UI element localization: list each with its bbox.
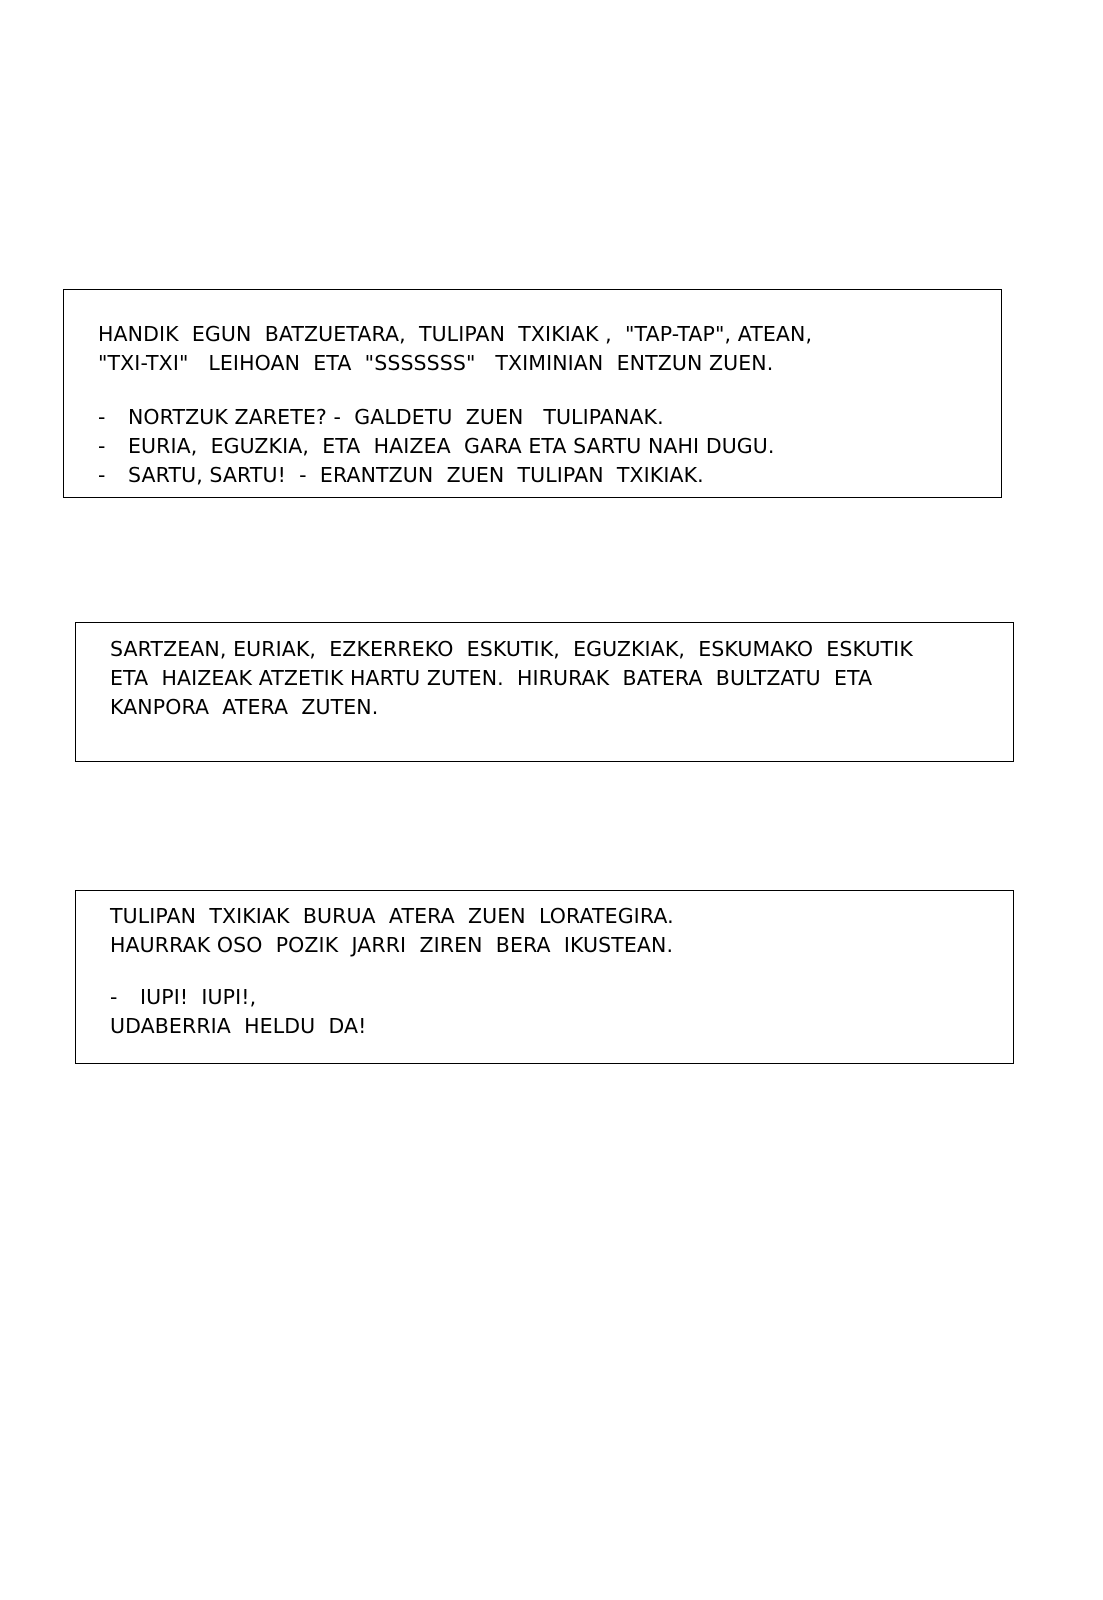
dash-mark: - (98, 434, 106, 458)
box2-line-1: SARTZEAN, EURIAK, EZKERREKO ESKUTIK, EGUZKIAK, ESKUMAKO ESKUTIK (110, 637, 913, 661)
text-box-3 (75, 890, 1014, 1064)
dialogue-text: IUPI! IUPI!, (140, 985, 257, 1009)
box1-dialogue-3 (98, 460, 704, 490)
box1-line-2: "TXI-TXI" LEIHOAN ETA "SSSSSSS" TXIMINIAN ENTZUN ZUEN. (98, 351, 774, 375)
dash-mark: - (110, 985, 118, 1009)
box2-line-2: ETA HAIZEAK ATZETIK HARTU ZUTEN. HIRURAK BATERA BULTZATU ETA (110, 666, 873, 690)
text-box-2 (75, 622, 1014, 762)
dialogue-text: EURIA, EGUZKIA, ETA HAIZEA GARA ETA SARTU NAHI DUGU. (128, 434, 775, 458)
box3-dialogue-1 (110, 982, 256, 1012)
dash-mark: - (98, 463, 106, 487)
box3-line-2: HAURRAK OSO POZIK JARRI ZIREN BERA IKUSTEAN. (110, 933, 674, 957)
box3-closing: UDABERRIA HELDU DA! (110, 1014, 367, 1038)
dialogue-text: NORTZUK ZARETE? - GALDETU ZUEN TULIPANAK. (128, 405, 664, 429)
box1-line-1: HANDIK EGUN BATZUETARA, TULIPAN TXIKIAK , "TAP-TAP", ATEAN, (98, 322, 813, 346)
dash-mark: - (98, 405, 106, 429)
text-box-1 (63, 289, 1002, 498)
box2-line-3: KANPORA ATERA ZUTEN. (110, 695, 379, 719)
box1-dialogue-2 (98, 431, 775, 461)
box1-dialogue-1 (98, 402, 664, 432)
box3-line-1: TULIPAN TXIKIAK BURUA ATERA ZUEN LORATEGIRA. (110, 904, 674, 928)
dialogue-text: SARTU, SARTU! - ERANTZUN ZUEN TULIPAN TXIKIAK. (128, 463, 704, 487)
